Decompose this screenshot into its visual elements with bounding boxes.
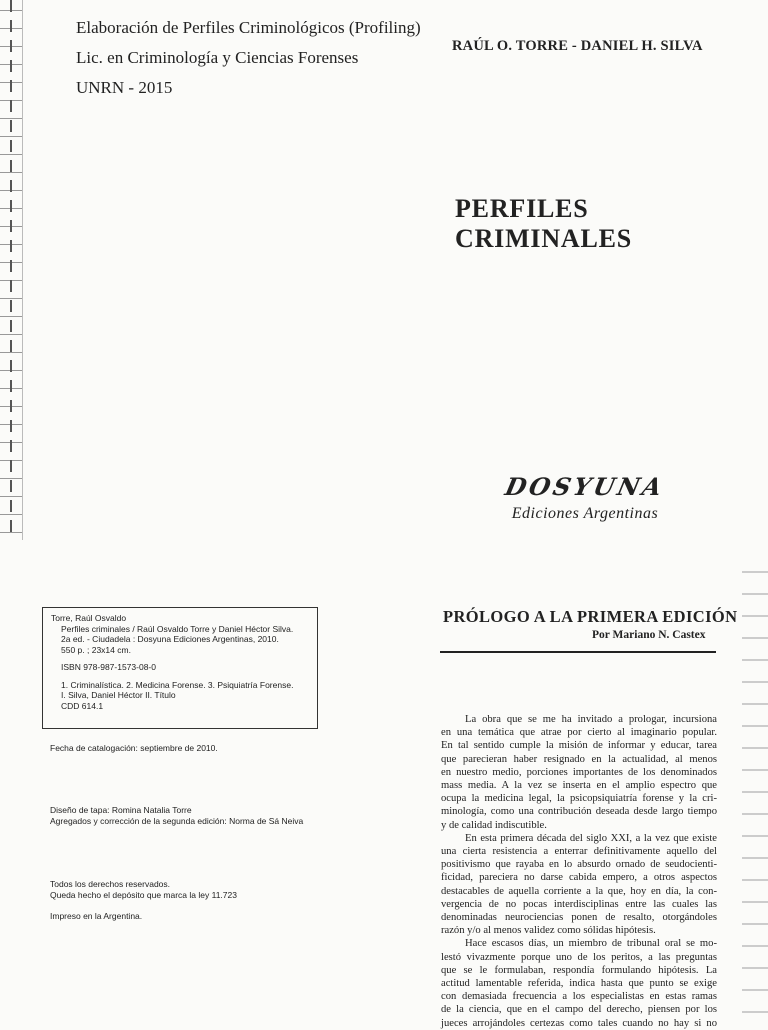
text-line: y de calidad indiscutible. <box>441 819 547 831</box>
text-line: En esta primera década del siglo XXI, a la vez que existe <box>465 832 717 844</box>
text-line: minología, como una contribución deseada desde largo tiempo <box>441 806 717 818</box>
text-line: que parecieran haber resignado en la actualidad, al menos <box>441 753 717 765</box>
divider <box>440 651 716 653</box>
catalog-line: Torre, Raúl Osvaldo <box>51 613 127 623</box>
page-edge-marks <box>742 555 768 1024</box>
text-line: en una temática que atrae por cierto al imaginario popular. <box>441 727 717 739</box>
course-program: Lic. en Criminología y Ciencias Forenses <box>76 48 359 67</box>
corrections-credit: Agregados y corrección de la segunda edición: Norma de Sá Neiva <box>50 815 304 826</box>
rights-line: Queda hecho el depósito que marca la ley 11.723 <box>50 889 237 900</box>
rights-line: Todos los derechos reservados. <box>50 879 171 889</box>
text-line: en nuestro medio, porciones importantes de los denominados <box>441 766 717 778</box>
catalog-line: Perfiles criminales / Raúl Osvaldo Torre y Daniel Héctor Silva. <box>61 623 294 634</box>
catalog-isbn: ISBN 978-987-1573-08-0 <box>61 662 156 672</box>
text-line: que se le formulaban, respondía formulando hipótesis. La <box>441 964 717 976</box>
text-line: ficidad, pareciera no darse cabida empero, a otros aspectos <box>441 872 717 884</box>
catalog-line: 2a ed. - Ciudadela : Dosyuna Ediciones Argentinas, 2010. <box>61 634 279 644</box>
catalog-line: 550 p. ; 23x14 cm. <box>61 644 131 655</box>
text-line: destacables de aquella corriente a la que, hoy en día, la con- <box>441 885 717 897</box>
text-line: positivismo que rayaba en lo absurdo ornado de seudocienti- <box>441 859 717 871</box>
course-institution: UNRN - 2015 <box>76 78 173 97</box>
text-line: En tal sentido cumple la misión de informar y educar, tarea <box>441 740 717 752</box>
printed-notice: Impreso en la Argentina. <box>50 911 143 921</box>
binding-edge <box>0 0 23 540</box>
book-authors: RAÚL O. TORRE - DANIEL H. SILVA <box>452 38 703 54</box>
publisher-logo <box>490 472 680 523</box>
cover-design-credit: Diseño de tapa: Romina Natalia Torre <box>50 805 192 815</box>
prologue-author: Por Mariano N. Castex <box>592 629 706 641</box>
text-line: denominadas neurociencias ponen de resalto, otorgándoles <box>441 912 717 924</box>
text-line: jueces arrojándoles certezas como tales cuando no hay si no <box>441 1017 717 1029</box>
text-line: lestó vivazmente porque uno de los peritos, a las preguntas <box>441 951 717 963</box>
rights-notice <box>50 879 237 900</box>
text-line: actitud lamentable referida, indica hasta que punto se exige <box>441 978 717 990</box>
text-line: Hace escasos días, un miembro de tribunal oral se mo- <box>465 938 717 950</box>
prologue-body <box>441 713 717 1030</box>
publisher-subtitle: Ediciones Argentinas <box>511 505 659 522</box>
catalog-date: Fecha de catalogación: septiembre de 2010. <box>50 743 218 753</box>
text-line: con demasiada frecuencia a los especialistas en estas ramas <box>441 991 717 1003</box>
text-line: La obra que se me ha invitado a prologar, incursiona <box>465 714 717 725</box>
text-line: ocupa la medicina legal, la psicopsiquiatría forense y la cri- <box>441 793 717 805</box>
book-title: PERFILES CRIMINALES <box>455 194 633 253</box>
text-line: de la ciencia, que en el campo del derecho, piensen por los <box>441 1004 717 1016</box>
text-line: razón y/o al menos validez como sólidas hipótesis. <box>441 925 656 937</box>
catalog-line: I. Silva, Daniel Héctor II. Título <box>61 690 176 700</box>
credits <box>50 805 303 826</box>
text-line: una cierta resistencia a enterrar definitivamente aquello del <box>441 846 717 858</box>
catalog-line: 1. Criminalística. 2. Medicina Forense. 3. Psiquiatría Forense. <box>61 679 294 690</box>
publisher-logo-text: DOSYUNA <box>502 472 668 501</box>
prologue-title: PRÓLOGO A LA PRIMERA EDICIÓN <box>443 607 738 626</box>
text-line: vergencia de no pocas interdisciplinas entre las cuales las <box>441 898 717 910</box>
catalog-record <box>42 607 318 729</box>
text-line: mass media. A la vez se inserta en el amplio espectro que <box>441 780 717 792</box>
catalog-line: CDD 614.1 <box>61 700 104 711</box>
course-title: Elaboración de Perfiles Criminológicos (Profiling) <box>76 18 421 37</box>
